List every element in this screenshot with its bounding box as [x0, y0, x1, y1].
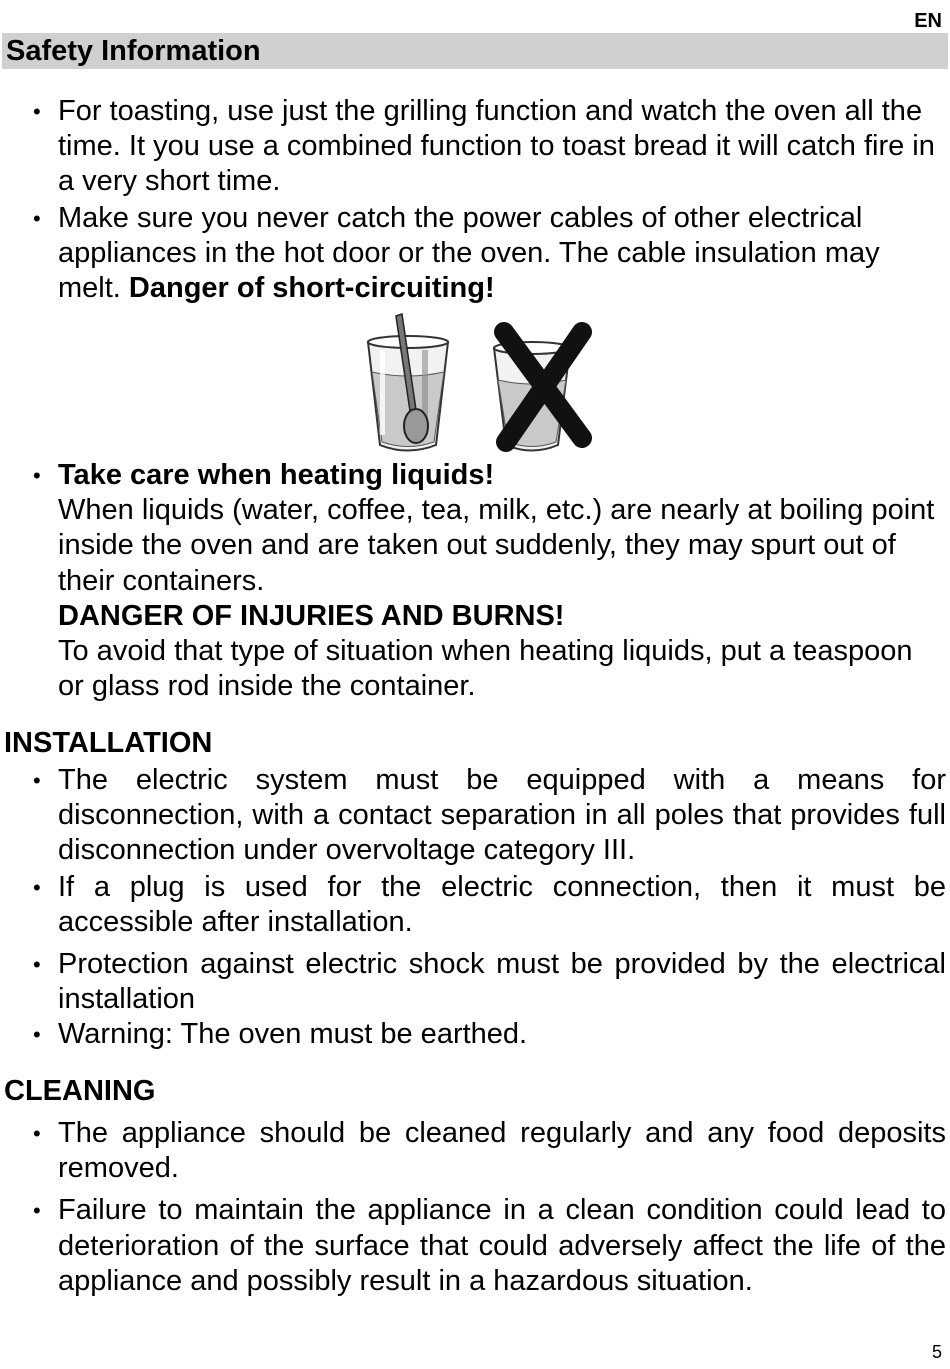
- list-item: • The appliance should be cleaned regularly and any food deposits removed.: [0, 1116, 950, 1186]
- list-item: • If a plug is used for the electric connection, then it must be accessible after installation.: [0, 870, 950, 940]
- cleaning-list: [0, 1116, 950, 1299]
- list-item: • Failure to maintain the appliance in a clean condition could lead to deterioration of the surface that could adversely affect the life of the appliance and possibly result in a hazardous situation.: [0, 1193, 950, 1299]
- list-item: • Warning: The oven must be earthed.: [0, 1017, 950, 1052]
- list-item: • Make sure you never catch the power cables of other electrical appliances in the hot door or the oven. The cable insulation may melt. Danger of short-circuiting!: [0, 201, 950, 307]
- language-code: EN: [914, 10, 942, 32]
- glass-crossed-icon: [494, 332, 582, 451]
- list-item: • For toasting, use just the grilling function and watch the oven all the time. It you use a combined function to toast bread it will catch fire in a very short time.: [0, 94, 950, 200]
- danger-warning: DANGER OF INJURIES AND BURNS!: [58, 599, 565, 632]
- list-item: • Protection against electric shock must be provided by the electrical installation: [0, 947, 950, 1017]
- liquids-title: • Take care when heating liquids!: [58, 459, 495, 491]
- glass-with-spoon-icon: [368, 314, 448, 451]
- installation-heading: INSTALLATION: [4, 727, 213, 759]
- glass-spoon-illustration: [356, 310, 596, 458]
- page-number: 5: [931, 1342, 942, 1362]
- safety-list: [0, 94, 950, 306]
- section-title: Safety Information: [2, 33, 948, 69]
- cleaning-heading: CLEANING: [4, 1075, 156, 1107]
- list-item: • Take care when heating liquids! When liquids (water, coffee, tea, milk, etc.) are nearly at boiling point inside the oven and are taken out suddenly, they may spurt out of their containers. DANGER OF INJURIES AND BURNS! To avoid that type of situation when heating liquids, put a teaspoon or glass rod inside the container.: [0, 458, 950, 704]
- liquids-item: [0, 458, 950, 704]
- danger-short-circuit: Danger of short-circuiting!: [128, 272, 495, 305]
- list-item: • The electric system must be equipped with a means for disconnection, with a contact separation in all poles that provides full disconnection under overvoltage category III.: [0, 763, 950, 869]
- installation-list: [0, 763, 950, 1053]
